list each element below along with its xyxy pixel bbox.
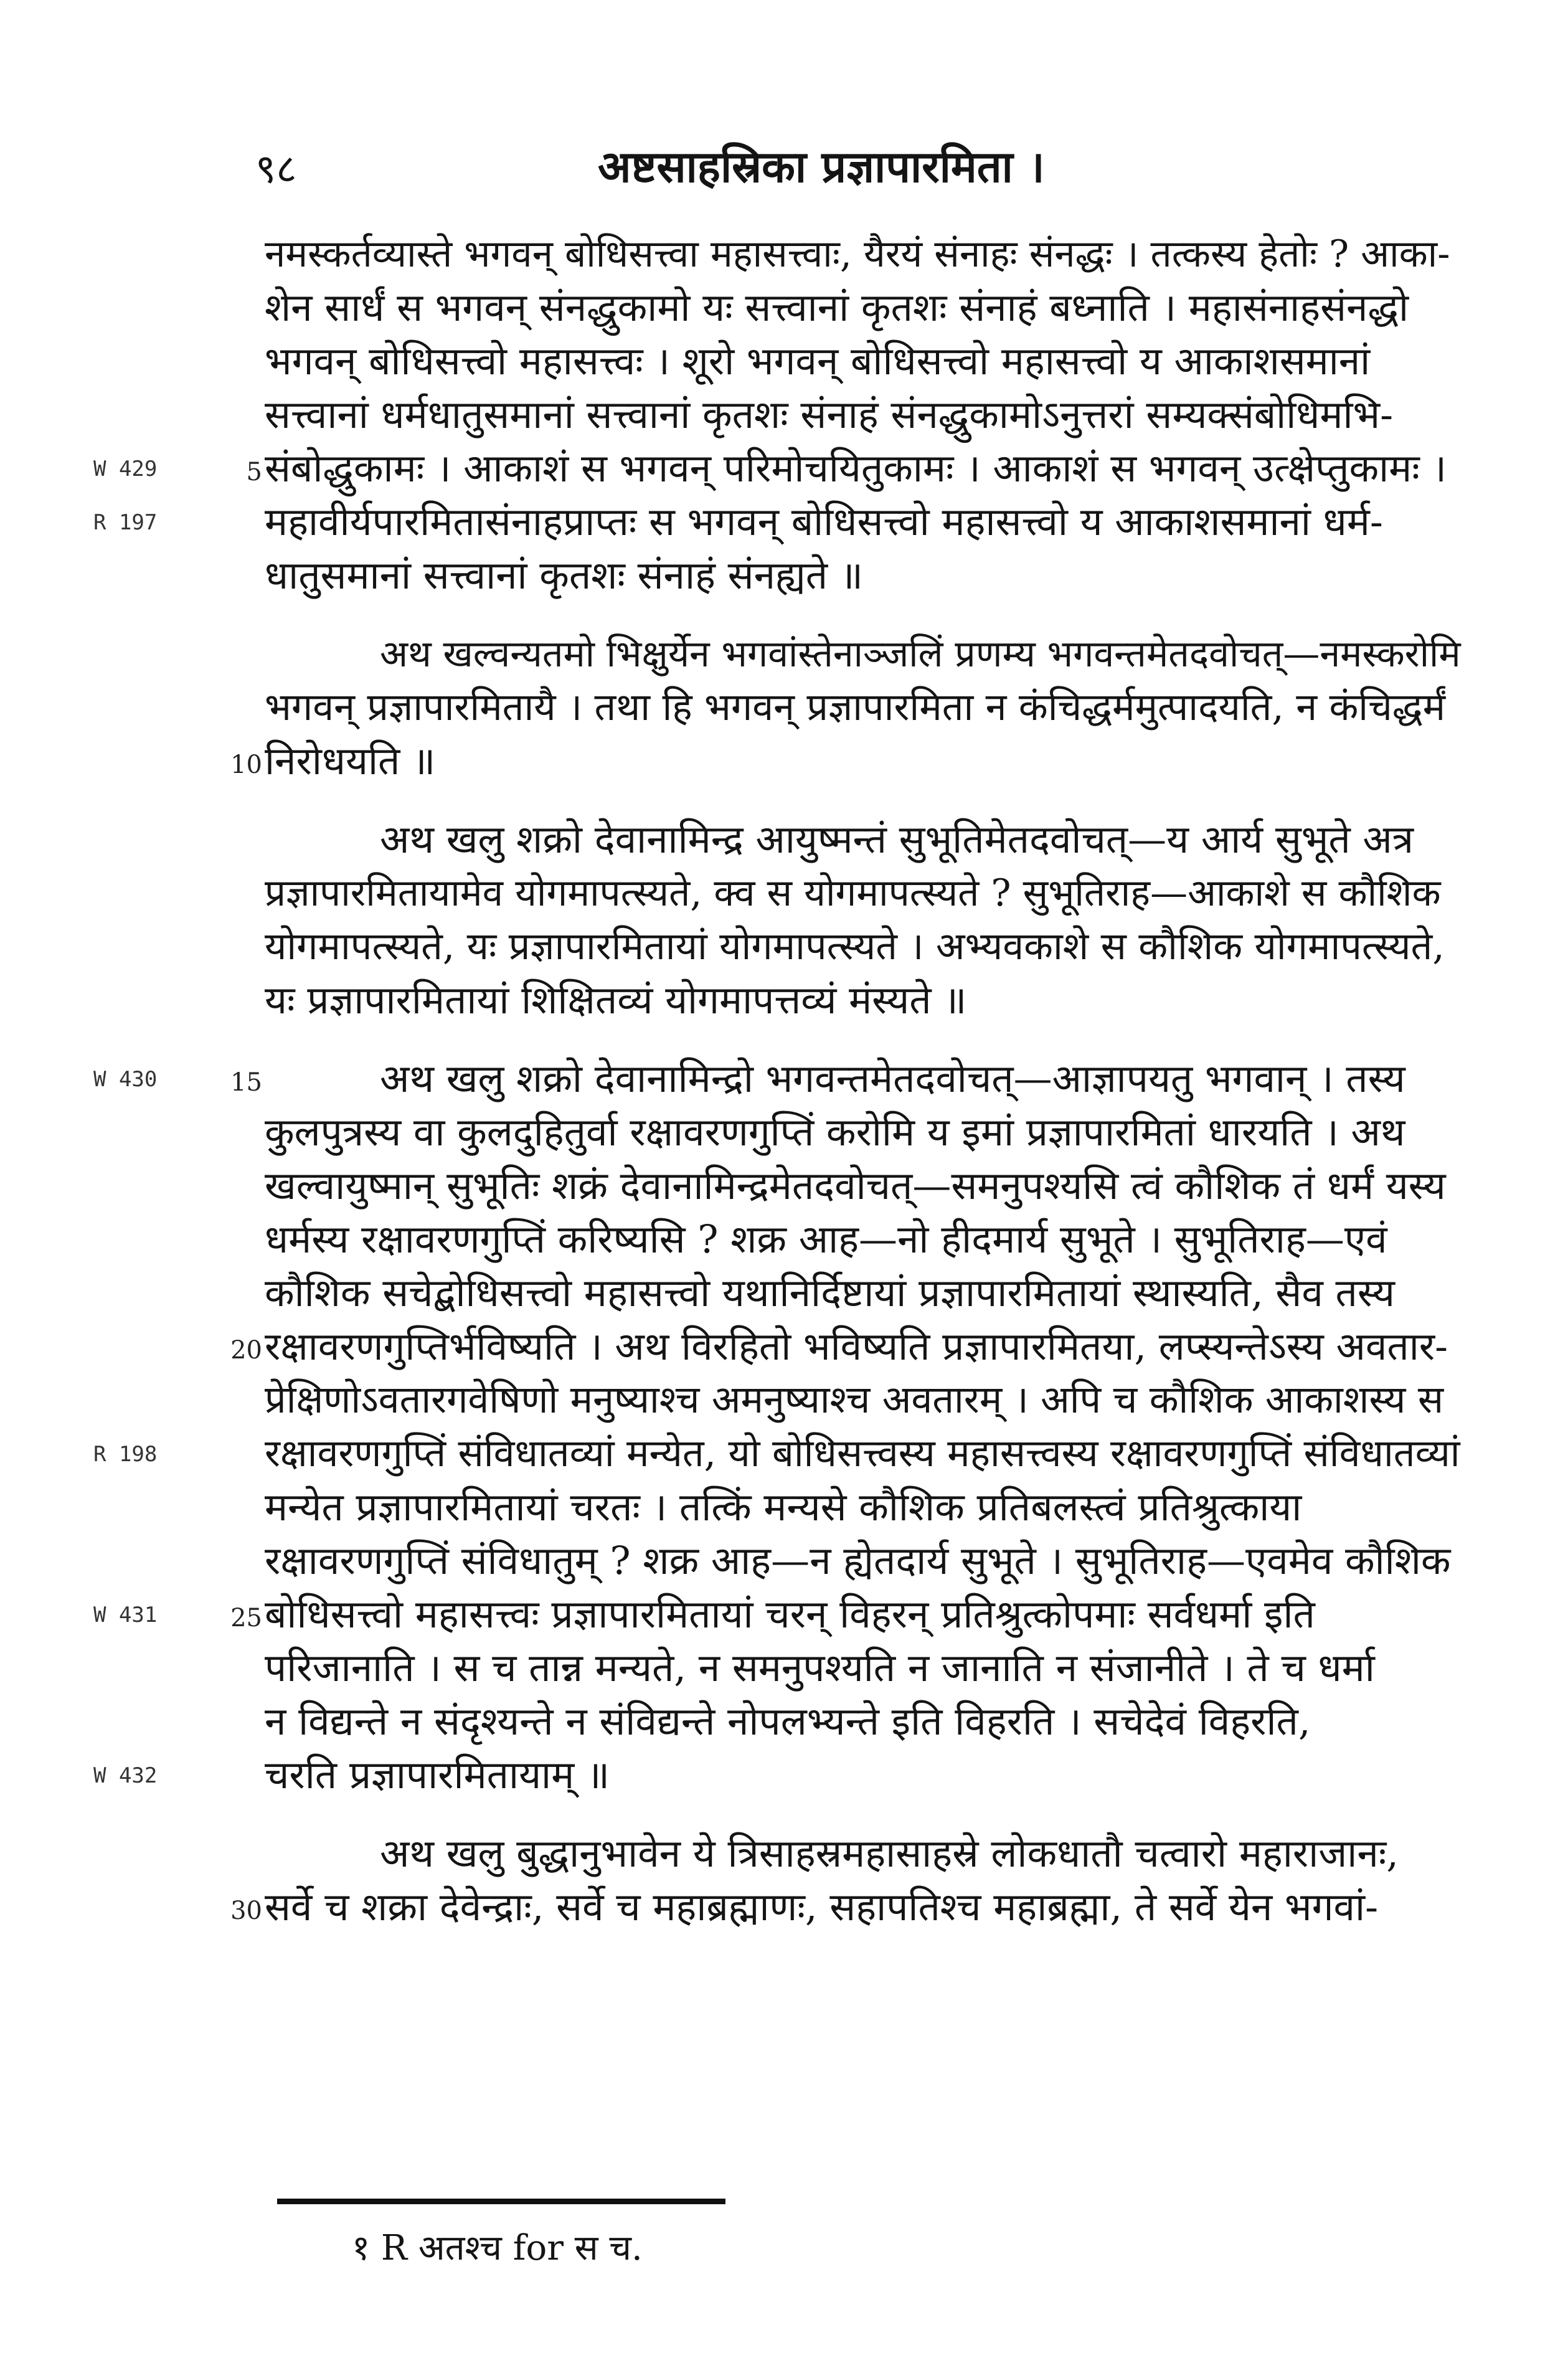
footnote-rule (277, 2199, 725, 2204)
margin-reference: W 430 (93, 1067, 158, 1092)
line-text: चरति प्रज्ञापारमितायाम् ॥ (265, 1752, 610, 1798)
line-text: कौशिक सचेद्बोधिसत्त्वो महासत्त्वो यथानिर्दिष्टायां प्रज्ञापारमितायां स्थास्यति, सैव तस्य (265, 1270, 1395, 1315)
margin-reference: W 431 (93, 1603, 158, 1627)
text-line (265, 388, 1460, 442)
text-line (265, 866, 1460, 920)
margin-reference: R 198 (93, 1442, 158, 1467)
text-line (230, 1052, 1460, 1106)
text-line (265, 1695, 1460, 1748)
line-text: अथ खल्वन्यतमो भिक्षुर्येन भगवांस्तेनाञ्जलिं प्रणम्य भगवन्तमेतदवोचत्—नमस्करोमि (380, 632, 1461, 675)
text-line (230, 1880, 1460, 1934)
line-text: धर्मस्य रक्षावरणगुप्तिं करिष्यसि ? शक्र आह—नो हीदमार्य सुभूते । सुभूतिराह—एवं (265, 1216, 1387, 1262)
line-number: 30 (230, 1897, 262, 1925)
text-line (265, 1480, 1460, 1534)
line-text: शेन सार्धं स भगवन् संनद्धुकामो यः सत्त्वानां कृतशः संनाहं बध्नाति । महासंनाहसंनद्धो (265, 285, 1409, 330)
text-line (265, 973, 1460, 1027)
line-number: 15 (230, 1068, 262, 1097)
text-line (265, 920, 1460, 973)
text-line (265, 549, 1460, 602)
text-line (265, 1427, 1460, 1480)
text-line (265, 813, 1460, 866)
text-line (265, 1373, 1460, 1427)
text-line (230, 1588, 1460, 1641)
line-text: सत्त्वानां धर्मधातुसमानां सत्त्वानां कृतशः संनाहं संनद्धुकामोऽनुत्तरां सम्यक्संबोधिमभि- (265, 392, 1394, 437)
line-text: बोधिसत्त्वो महासत्त्वः प्रज्ञापारमितायां चरन् विहरन् प्रतिश्रुत्कोपमाः सर्वधर्मा इति (265, 1591, 1315, 1637)
text-line (265, 227, 1460, 281)
line-text: यः प्रज्ञापारमितायां शिक्षितव्यं योगमापत्तव्यं मंस्यते ॥ (265, 977, 967, 1023)
text-line (246, 442, 1460, 495)
line-text: भगवन् बोधिसत्त्वो महासत्त्वः । शूरो भगवन् बोधिसत्त्वो महासत्त्वो य आकाशसमानां (265, 338, 1371, 384)
line-text: न विद्यन्ते न संदृश्यन्ते न संविद्यन्ते नोपलभ्यन्ते इति विहरति । सचेदेवं विहरति, (265, 1698, 1311, 1744)
line-number: 5 (246, 458, 262, 486)
running-title: अष्टसाहस्रिका प्रज्ञापारमिता । (598, 141, 1045, 192)
line-text: संबोद्धुकामः । आकाशं स भगवन् परिमोचयितुकामः । आकाशं स भगवन् उत्क्षेप्तुकामः । (265, 445, 1447, 491)
margin-reference: W 429 (93, 457, 158, 481)
line-text: रक्षावरणगुप्तिं संविधातव्यां मन्येत, यो बोधिसत्त्वस्य महासत्त्वस्य रक्षावरणगुप्तिं संविधातव्यां (265, 1431, 1460, 1475)
margin-reference: W 432 (93, 1763, 158, 1788)
text-line (265, 281, 1460, 334)
line-text: मन्येत प्रज्ञापारमितायां चरतः । तत्किं मन्यसे कौशिक प्रतिबलस्त्वं प्रतिश्रुत्काया (265, 1484, 1302, 1530)
line-text: प्रज्ञापारमितायामेव योगमापत्स्यते, क्व स योगमापत्स्यते ? सुभूतिराह—आकाशे स कौशिक (265, 871, 1441, 915)
line-number: 25 (230, 1604, 262, 1632)
line-text: खल्वायुष्मान् सुभूतिः शक्रं देवानामिन्द्रमेतदवोचत्—समनुपश्यसि त्वं कौशिक तं धर्मं यस्य (265, 1163, 1446, 1208)
line-text: कुलपुत्रस्य वा कुलदुहितुर्वा रक्षावरणगुप्तिं करोमि य इमां प्रज्ञापारमितां धारयति । अथ (265, 1109, 1405, 1155)
line-text: महावीर्यपारमितासंनाहप्राप्तः स भगवन् बोधिसत्त्वो महासत्त्वो य आकाशसमानां धर्म- (265, 499, 1383, 544)
text-line (265, 1827, 1460, 1880)
line-text: अथ खलु बुद्धानुभावेन ये त्रिसाहस्रमहासाहस्रे लोकधातौ चत्वारो महाराजानः, (380, 1831, 1399, 1876)
line-text: अथ खलु शक्रो देवानामिन्द्रो भगवन्तमेतदवोचत्—आज्ञापयतु भगवान् । तस्य (380, 1056, 1405, 1101)
text-line (265, 1748, 1460, 1802)
text-line (265, 1641, 1460, 1695)
text-line (265, 627, 1460, 681)
text-line (265, 495, 1460, 549)
line-number: 20 (230, 1336, 262, 1365)
text-line (265, 681, 1460, 734)
line-text: धातुसमानां सत्त्वानां कृतशः संनाहं संनह्यते ॥ (265, 552, 863, 598)
text-line (230, 734, 1460, 788)
line-text: नमस्कर्तव्यास्ते भगवन् बोधिसत्त्वा महासत्त्वाः, यैरयं संनाहः संनद्धः । तत्कस्य हेतोः ? आका- (265, 232, 1450, 276)
line-text: रक्षावरणगुप्तिं संविधातुम् ? शक्र आह—न ह्येतदार्य सुभूते । सुभूतिराह—एवमेव कौशिक (265, 1538, 1451, 1583)
line-text: योगमापत्स्यते, यः प्रज्ञापारमितायां योगमापत्स्यते । अभ्यवकाशे स कौशिक योगमापत्स्यते, (265, 924, 1445, 969)
text-line (265, 1534, 1460, 1588)
text-line (265, 1266, 1460, 1320)
page-header (0, 131, 1568, 199)
body-text (230, 227, 1461, 1934)
line-text: प्रेक्षिणोऽवतारगवेषिणो मनुष्याश्च अमनुष्याश्च अवतारम् । अपि च कौशिक आकाशस्य स (265, 1378, 1444, 1422)
text-line (230, 1320, 1460, 1373)
line-text: परिजानाति । स च तान्न मन्यते, न समनुपश्यति न जानाति न संजानीते । ते च धर्मा (265, 1645, 1375, 1690)
line-text: अथ खलु शक्रो देवानामिन्द्र आयुष्मन्तं सुभूतिमेतदवोचत्—य आर्य सुभूते अत्र (380, 817, 1414, 862)
text-line (265, 1159, 1460, 1213)
line-text: भगवन् प्रज्ञापारमितायै । तथा हि भगवन् प्रज्ञापारमिता न कंचिद्धर्ममुत्पादयति, न कंचिद्धर्मं (265, 685, 1446, 729)
text-line (265, 334, 1460, 388)
page-number: ९८ (255, 146, 297, 192)
margin-reference: R 197 (93, 510, 158, 535)
line-text: सर्वे च शक्रा देवेन्द्राः, सर्वे च महाब्रह्माणः, सहापतिश्च महाब्रह्मा, ते सर्वे येन भगवां- (265, 1884, 1379, 1930)
line-number: 10 (230, 751, 262, 779)
text-line (265, 1106, 1460, 1159)
line-text: रक्षावरणगुप्तिर्भविष्यति । अथ विरहितो भविष्यति प्रज्ञापारमितया, लप्स्यन्तेऽस्य अवतार- (265, 1324, 1448, 1369)
line-text: निरोधयति ॥ (265, 738, 436, 784)
text-line (265, 1213, 1460, 1266)
footnote: १ R अतश्च for स च. (352, 2228, 643, 2268)
